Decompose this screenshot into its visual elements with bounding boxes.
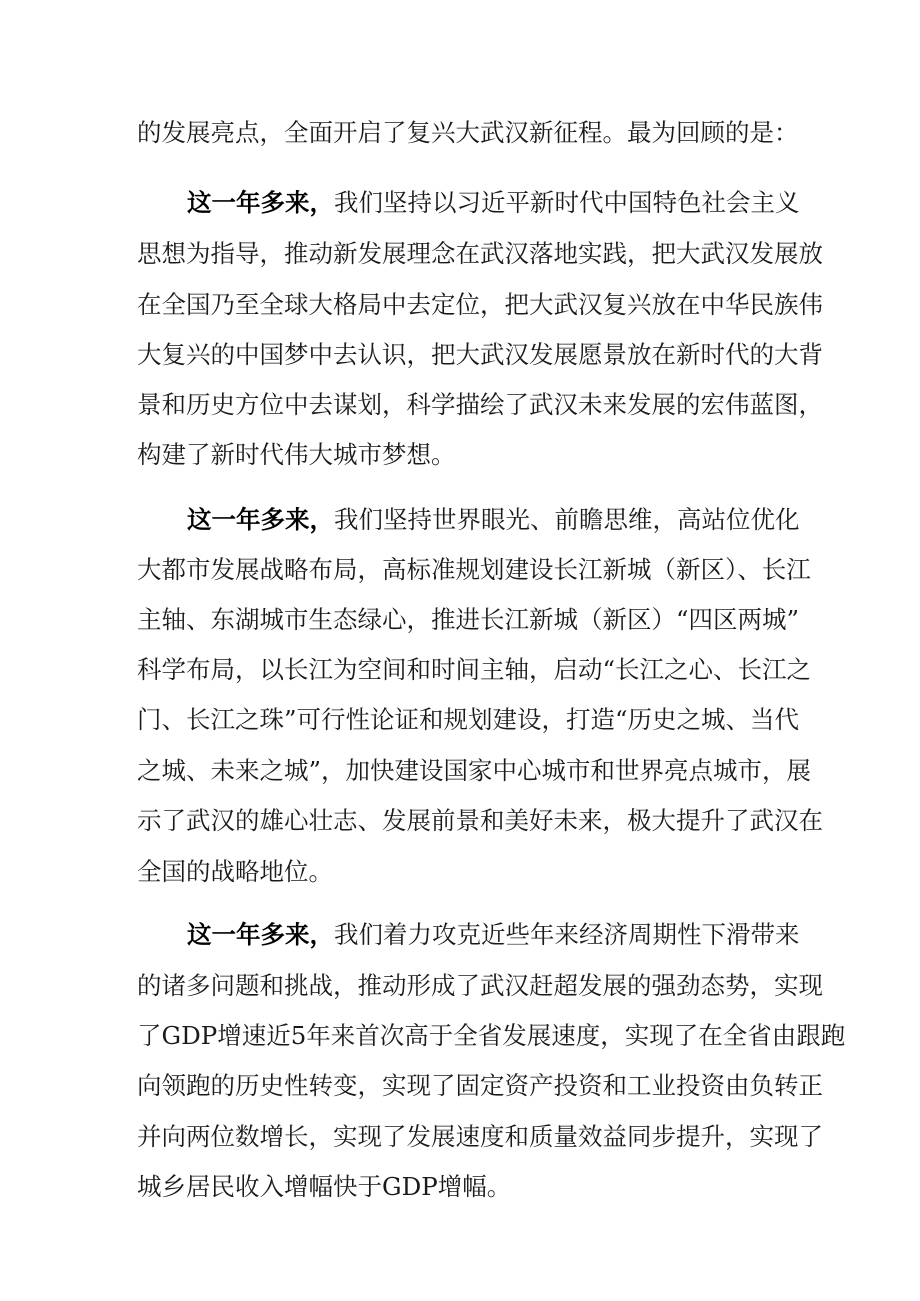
text-line: 我们着力攻克近些年来经济周期性下滑带来 xyxy=(334,920,800,949)
text-line: 我们坚持世界眼光、前瞻思维，高站位优化 xyxy=(334,505,800,534)
text-line: 向领跑的历史性转变，实现了固定资产投资和工业投资由负转正 xyxy=(137,1071,823,1100)
paragraph-first-line xyxy=(187,188,800,218)
text-line: 主轴、东湖城市生态绿心，推进长江新城（新区）“四区两城” xyxy=(137,605,800,634)
text-line: 城乡居民收入增幅快于GDP增幅。 xyxy=(137,1172,512,1201)
text-line: 大都市发展战略布局，高标准规划建设长江新城（新区）、长江 xyxy=(137,555,811,584)
text-line: 示了武汉的雄心壮志、发展前景和美好未来，极大提升了武汉在 xyxy=(137,806,823,835)
text-line: 门、长江之珠”可行性论证和规划建设，打造“历史之城、当代 xyxy=(137,705,800,734)
text-line: 科学布局，以长江为空间和时间主轴，启动“长江之心、长江之 xyxy=(137,655,812,684)
text-line: 构建了新时代伟大城市梦想。 xyxy=(137,440,456,469)
text-line: 思想为指导，推动新发展理念在武汉落地实践，把大武汉发展放 xyxy=(137,239,823,268)
paragraph-lead: 这一年多来， xyxy=(187,188,334,217)
paragraph-lead: 这一年多来， xyxy=(187,920,334,949)
text-line: 之城、未来之城”，加快建设国家中心城市和世界亮点城市，展 xyxy=(137,756,812,785)
text-line: 的诸多问题和挑战，推动形成了武汉赶超发展的强劲态势，实现 xyxy=(137,971,823,1000)
text-line: 了GDP增速近5年来首次高于全省发展速度，实现了在全省由跟跑 xyxy=(137,1021,846,1050)
paragraph-first-line xyxy=(187,920,800,950)
text-line: 在全国乃至全球大格局中去定位，把大武汉复兴放在中华民族伟 xyxy=(137,290,823,319)
text-line: 景和历史方位中去谋划，科学描绘了武汉未来发展的宏伟蓝图， xyxy=(137,390,823,419)
text-line: 的发展亮点，全面开启了复兴大武汉新征程。最为回顾的是： xyxy=(137,118,799,147)
text-line: 并向两位数增长，实现了发展速度和质量效益同步提升，实现了 xyxy=(137,1122,823,1151)
text-line: 全国的战略地位。 xyxy=(137,857,333,886)
text-line: 我们坚持以习近平新时代中国特色社会主义 xyxy=(334,188,800,217)
paragraph-lead: 这一年多来， xyxy=(187,505,334,534)
text-line: 大复兴的中国梦中去认识，把大武汉发展愿景放在新时代的大背 xyxy=(137,340,823,369)
paragraph-first-line xyxy=(187,505,800,535)
